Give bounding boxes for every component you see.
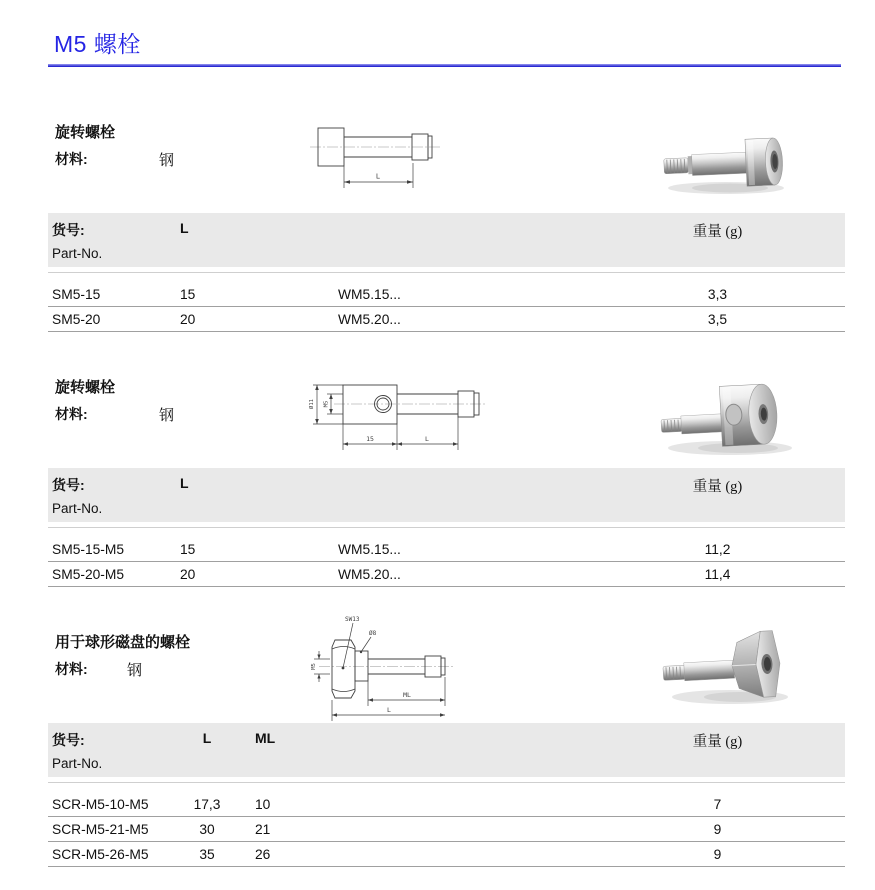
- table-row: SM5-20-M5 20 WM5.20... 11,4: [48, 562, 845, 587]
- table-3-header: [48, 723, 845, 777]
- table-row: SM5-15-M5 15 WM5.15... 11,2: [48, 537, 845, 562]
- section-2-header-row: [48, 376, 845, 468]
- dim-label-l: L: [375, 172, 381, 181]
- table-row: SM5-20 20 WM5.20... 3,5: [48, 307, 845, 332]
- section-1-heading: 旋转螺栓: [55, 124, 116, 141]
- table-2-header: [48, 468, 845, 522]
- section-swivel-bolt-2: [48, 376, 845, 587]
- dim-label-body: 15: [366, 435, 374, 443]
- technical-drawing-hex-bolt: [305, 611, 490, 726]
- header-part-no: 货号: Part-No.: [52, 222, 103, 261]
- table-2-rows: [48, 527, 845, 587]
- table-row: SCR-M5-21-M5 30 21 9: [48, 817, 845, 842]
- technical-drawing-cylinder-bolt: [300, 371, 490, 466]
- material-label: 材料:: [55, 151, 88, 167]
- section-ball-disc-bolt: [48, 616, 845, 867]
- section-3-heading: 用于球形磁盘的螺栓: [55, 634, 191, 651]
- header-weight: 重量 (g): [692, 734, 743, 750]
- dim-label-ml: ML: [403, 691, 411, 699]
- dim-label-thread: M5: [311, 663, 317, 670]
- table-row: SM5-15 15 WM5.15... 3,3: [48, 282, 845, 307]
- dim-label-l: L: [425, 435, 429, 443]
- header-l: L: [180, 220, 189, 236]
- dim-label-thread: M5: [323, 400, 330, 408]
- parts-table-1: [48, 213, 845, 332]
- table-1-header: [48, 213, 845, 267]
- dim-label-dia: Ø11: [309, 399, 315, 409]
- title-rule: [48, 64, 841, 67]
- dim-label-sw: SW13: [345, 616, 360, 623]
- section-1-header-row: [48, 121, 845, 213]
- header-weight: 重量 (g): [692, 479, 743, 495]
- table-1-rows: [48, 272, 845, 332]
- table-3-rows: [48, 782, 845, 867]
- dim-label-dia: Ø8: [369, 630, 377, 637]
- header-part-no: 货号: Part-No.: [52, 732, 103, 771]
- material-value: 钢: [159, 408, 175, 424]
- parts-table-2: [48, 468, 845, 587]
- product-photo-cylinder-bolt: [648, 371, 808, 461]
- page-title: M5 螺栓: [54, 31, 141, 57]
- table-row: SCR-M5-26-M5 35 26 9: [48, 842, 845, 867]
- product-photo-socket-bolt: [648, 118, 808, 203]
- material-label: 材料:: [55, 406, 88, 422]
- header-weight: 重量 (g): [692, 224, 743, 240]
- section-3-header-row: [48, 616, 845, 723]
- technical-drawing-socket-bolt: [300, 115, 450, 205]
- table-row: SCR-M5-10-M5 17,3 10 7: [48, 792, 845, 817]
- product-photo-hex-bolt: [648, 616, 808, 711]
- material-value: 钢: [159, 153, 175, 169]
- header-l: L: [202, 730, 212, 746]
- parts-table-3: [48, 723, 845, 867]
- material-label: 材料:: [55, 661, 88, 677]
- header-ml: ML: [255, 730, 276, 746]
- content: [48, 121, 845, 867]
- header-l: L: [180, 475, 189, 491]
- header-part-no: 货号: Part-No.: [52, 477, 103, 516]
- section-swivel-bolt-1: [48, 121, 845, 332]
- dim-label-l: L: [387, 706, 391, 714]
- section-2-heading: 旋转螺栓: [55, 379, 116, 396]
- material-value: 钢: [127, 663, 143, 679]
